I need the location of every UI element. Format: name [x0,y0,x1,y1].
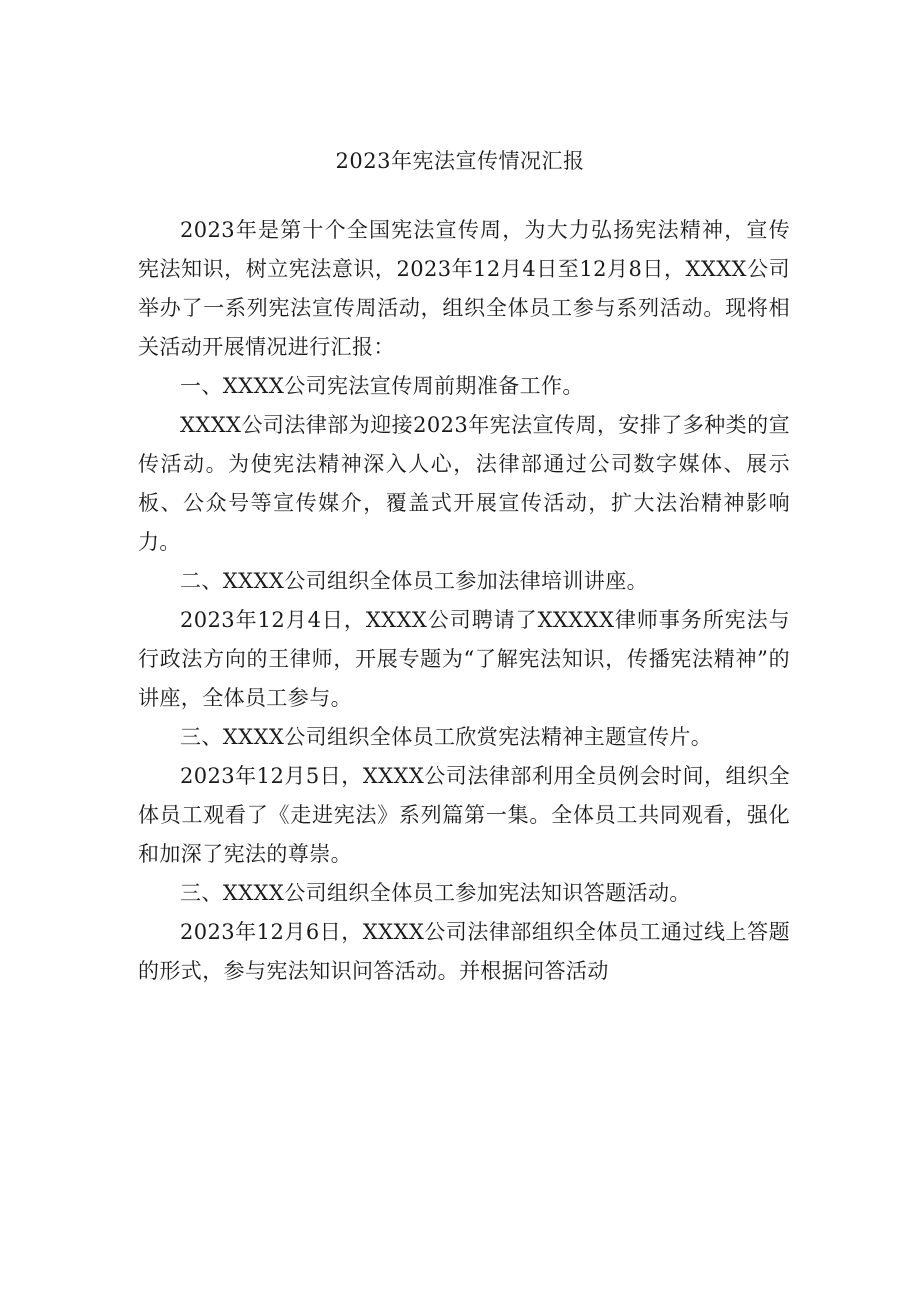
paragraph-intro: 2023年是第十个全国宪法宣传周，为大力弘扬宪法精神，宣传宪法知识，树立宪法意识，2023年12月4日至12月8日，XXXX公司举办了一系列宪法宣传周活动，组织全体员工参与系列活动。现将相关活动开展情况进行汇报： [138,218,790,359]
paragraph-film: 2023年12月5日，XXXX公司法律部利用全员例会时间，组织全体员工观看了《走进宪法》系列篇第一集。全体员工共同观看，强化和加深了宪法的尊崇。 [138,764,790,866]
paragraph-lecture: 2023年12月4日，XXXX公司聘请了XXXXX律师事务所宪法与行政法方向的王律师，开展专题为“了解宪法知识，传播宪法精神”的讲座，全体员工参与。 [138,608,790,710]
section-heading-lecture: 二、XXXX公司组织全体员工参加法律培训讲座。 [180,569,648,593]
section-heading-preparation: 一、XXXX公司宪法宣传周前期准备工作。 [180,374,584,398]
document-title: 2023年宪法宣传情况汇报 [335,149,585,173]
paragraph-quiz: 2023年12月6日，XXXX公司法律部组织全体员工通过线上答题的形式，参与宪法知识问答活动。并根据问答活动 [138,920,790,983]
section-heading-film: 三、XXXX公司组织全体员工欣赏宪法精神主题宣传片。 [180,725,713,749]
section-heading-quiz: 三、XXXX公司组织全体员工参加宪法知识答题活动。 [180,881,691,905]
paragraph-preparation: XXXX公司法律部为迎接2023年宪法宣传周，安排了多种类的宣传活动。为使宪法精神深入人心，法律部通过公司数字媒体、展示板、公众号等宣传媒介，覆盖式开展宣传活动，扩大法治精神影响力。 [138,413,790,554]
document-body [138,211,790,991]
